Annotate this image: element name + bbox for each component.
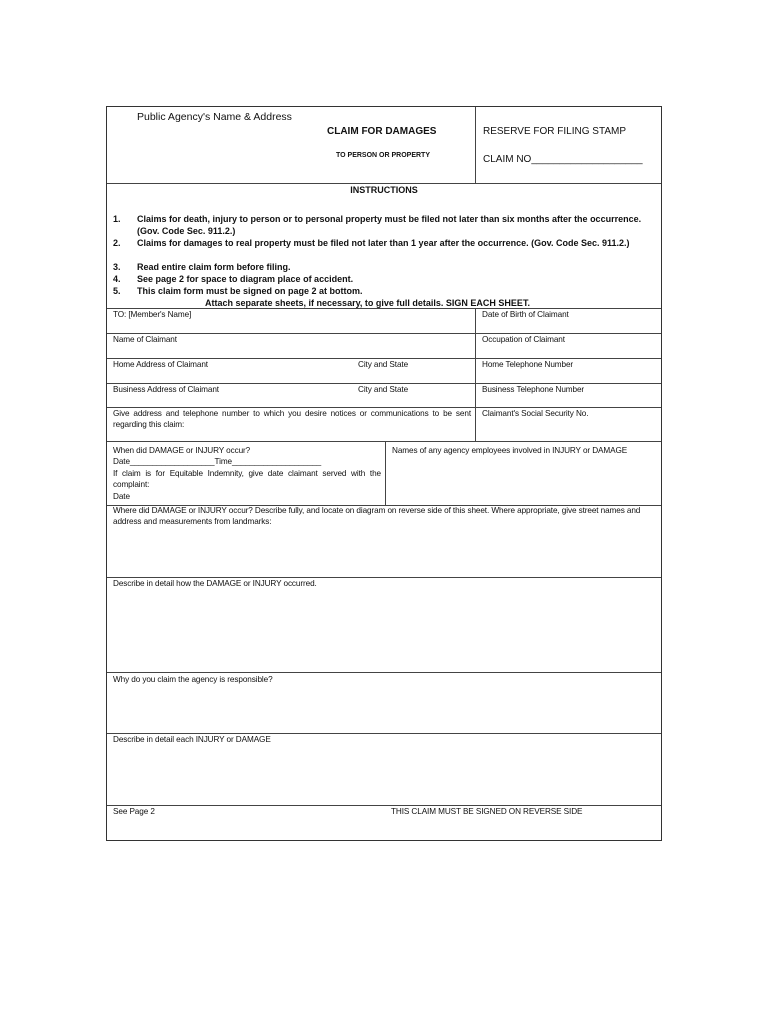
- instruction-number: 4.: [113, 274, 121, 284]
- agency-name-label: Public Agency's Name & Address: [137, 111, 292, 123]
- instruction-item: [113, 237, 647, 261]
- claim-number-field[interactable]: CLAIM NO____________________: [483, 154, 643, 165]
- instruction-item: [113, 213, 647, 237]
- equitable-indemnity-field[interactable]: If claim is for Equitable Indemnity, give date claimant served with the complaint:: [113, 469, 381, 489]
- how-occurred-field[interactable]: Describe in detail how the DAMAGE or INJURY occurred.: [113, 579, 317, 588]
- instruction-text: Claims for damages to real property must be filed not later than 1 year after the occurrence. (Gov. Code Sec. 911.2.): [137, 238, 630, 248]
- divider: [107, 358, 661, 359]
- column-divider: [385, 441, 386, 505]
- instruction-text: Claims for death, injury to person or to personal property must be filed not later than six months after the occurrence. (Gov. Code Sec. 911.2.): [137, 214, 642, 236]
- date-of-birth-field[interactable]: Date of Birth of Claimant: [482, 310, 569, 319]
- divider: [107, 308, 661, 309]
- divider: [107, 733, 661, 734]
- where-occurred-field[interactable]: Where did DAMAGE or INJURY occur? Describe fully, and locate on diagram on reverse side of this sheet. Where appropriate, give street names and address and measurements from landmarks:: [113, 506, 641, 526]
- agency-employees-field[interactable]: Names of any agency employees involved in INJURY or DAMAGE: [392, 446, 628, 455]
- when-occurred-label: When did DAMAGE or INJURY occur?: [113, 446, 251, 455]
- divider: [107, 577, 661, 578]
- reserve-stamp-label: RESERVE FOR FILING STAMP: [483, 126, 626, 137]
- divider: [107, 383, 661, 384]
- divider: [107, 407, 661, 408]
- instructions-note: Attach separate sheets, if necessary, to give full details. SIGN EACH SHEET.: [205, 298, 530, 308]
- instruction-number: 1.: [113, 214, 121, 224]
- instruction-item: [113, 261, 647, 273]
- why-responsible-field[interactable]: Why do you claim the agency is responsible?: [113, 675, 273, 684]
- instruction-number: 3.: [113, 262, 121, 272]
- divider: [107, 441, 661, 442]
- date-time-field[interactable]: Date___________________Time____________________: [113, 457, 322, 466]
- instruction-text: Read entire claim form before filing.: [137, 262, 291, 272]
- see-page-2-label: See Page 2: [113, 807, 155, 816]
- to-member-field[interactable]: TO: [Member's Name]: [113, 310, 192, 319]
- divider: [107, 333, 661, 334]
- complaint-date-field[interactable]: Date: [113, 492, 130, 501]
- claim-form: [106, 106, 662, 841]
- header-divider: [475, 107, 476, 183]
- column-divider: [475, 308, 476, 441]
- divider: [107, 183, 661, 184]
- claimant-name-field[interactable]: Name of Claimant: [113, 335, 177, 344]
- home-city-state-field[interactable]: City and State: [358, 360, 409, 369]
- ssn-field[interactable]: Claimant's Social Security No.: [482, 409, 589, 418]
- business-address-field[interactable]: Business Address of Claimant: [113, 385, 219, 394]
- business-phone-field[interactable]: Business Telephone Number: [482, 385, 585, 394]
- form-subtitle: TO PERSON OR PROPERTY: [336, 152, 430, 159]
- instruction-text: This claim form must be signed on page 2 at bottom.: [137, 286, 363, 296]
- instruction-item: [113, 285, 647, 297]
- divider: [107, 672, 661, 673]
- instructions-title: INSTRUCTIONS: [350, 185, 418, 195]
- describe-injury-field[interactable]: Describe in detail each INJURY or DAMAGE: [113, 735, 271, 744]
- instruction-item: [113, 273, 647, 285]
- occupation-field[interactable]: Occupation of Claimant: [482, 335, 565, 344]
- home-phone-field[interactable]: Home Telephone Number: [482, 360, 574, 369]
- divider: [107, 805, 661, 806]
- instruction-number: 2.: [113, 238, 121, 248]
- home-address-field[interactable]: Home Address of Claimant: [113, 360, 208, 369]
- instruction-text: See page 2 for space to diagram place of accident.: [137, 274, 354, 284]
- sign-reverse-notice: THIS CLAIM MUST BE SIGNED ON REVERSE SIDE: [391, 807, 583, 816]
- business-city-state-field[interactable]: City and State: [358, 385, 409, 394]
- form-title: CLAIM FOR DAMAGES: [327, 126, 437, 137]
- notices-address-field[interactable]: Give address and telephone number to which you desire notices or communications to be sent regarding this claim:: [113, 409, 471, 429]
- instruction-number: 5.: [113, 286, 121, 296]
